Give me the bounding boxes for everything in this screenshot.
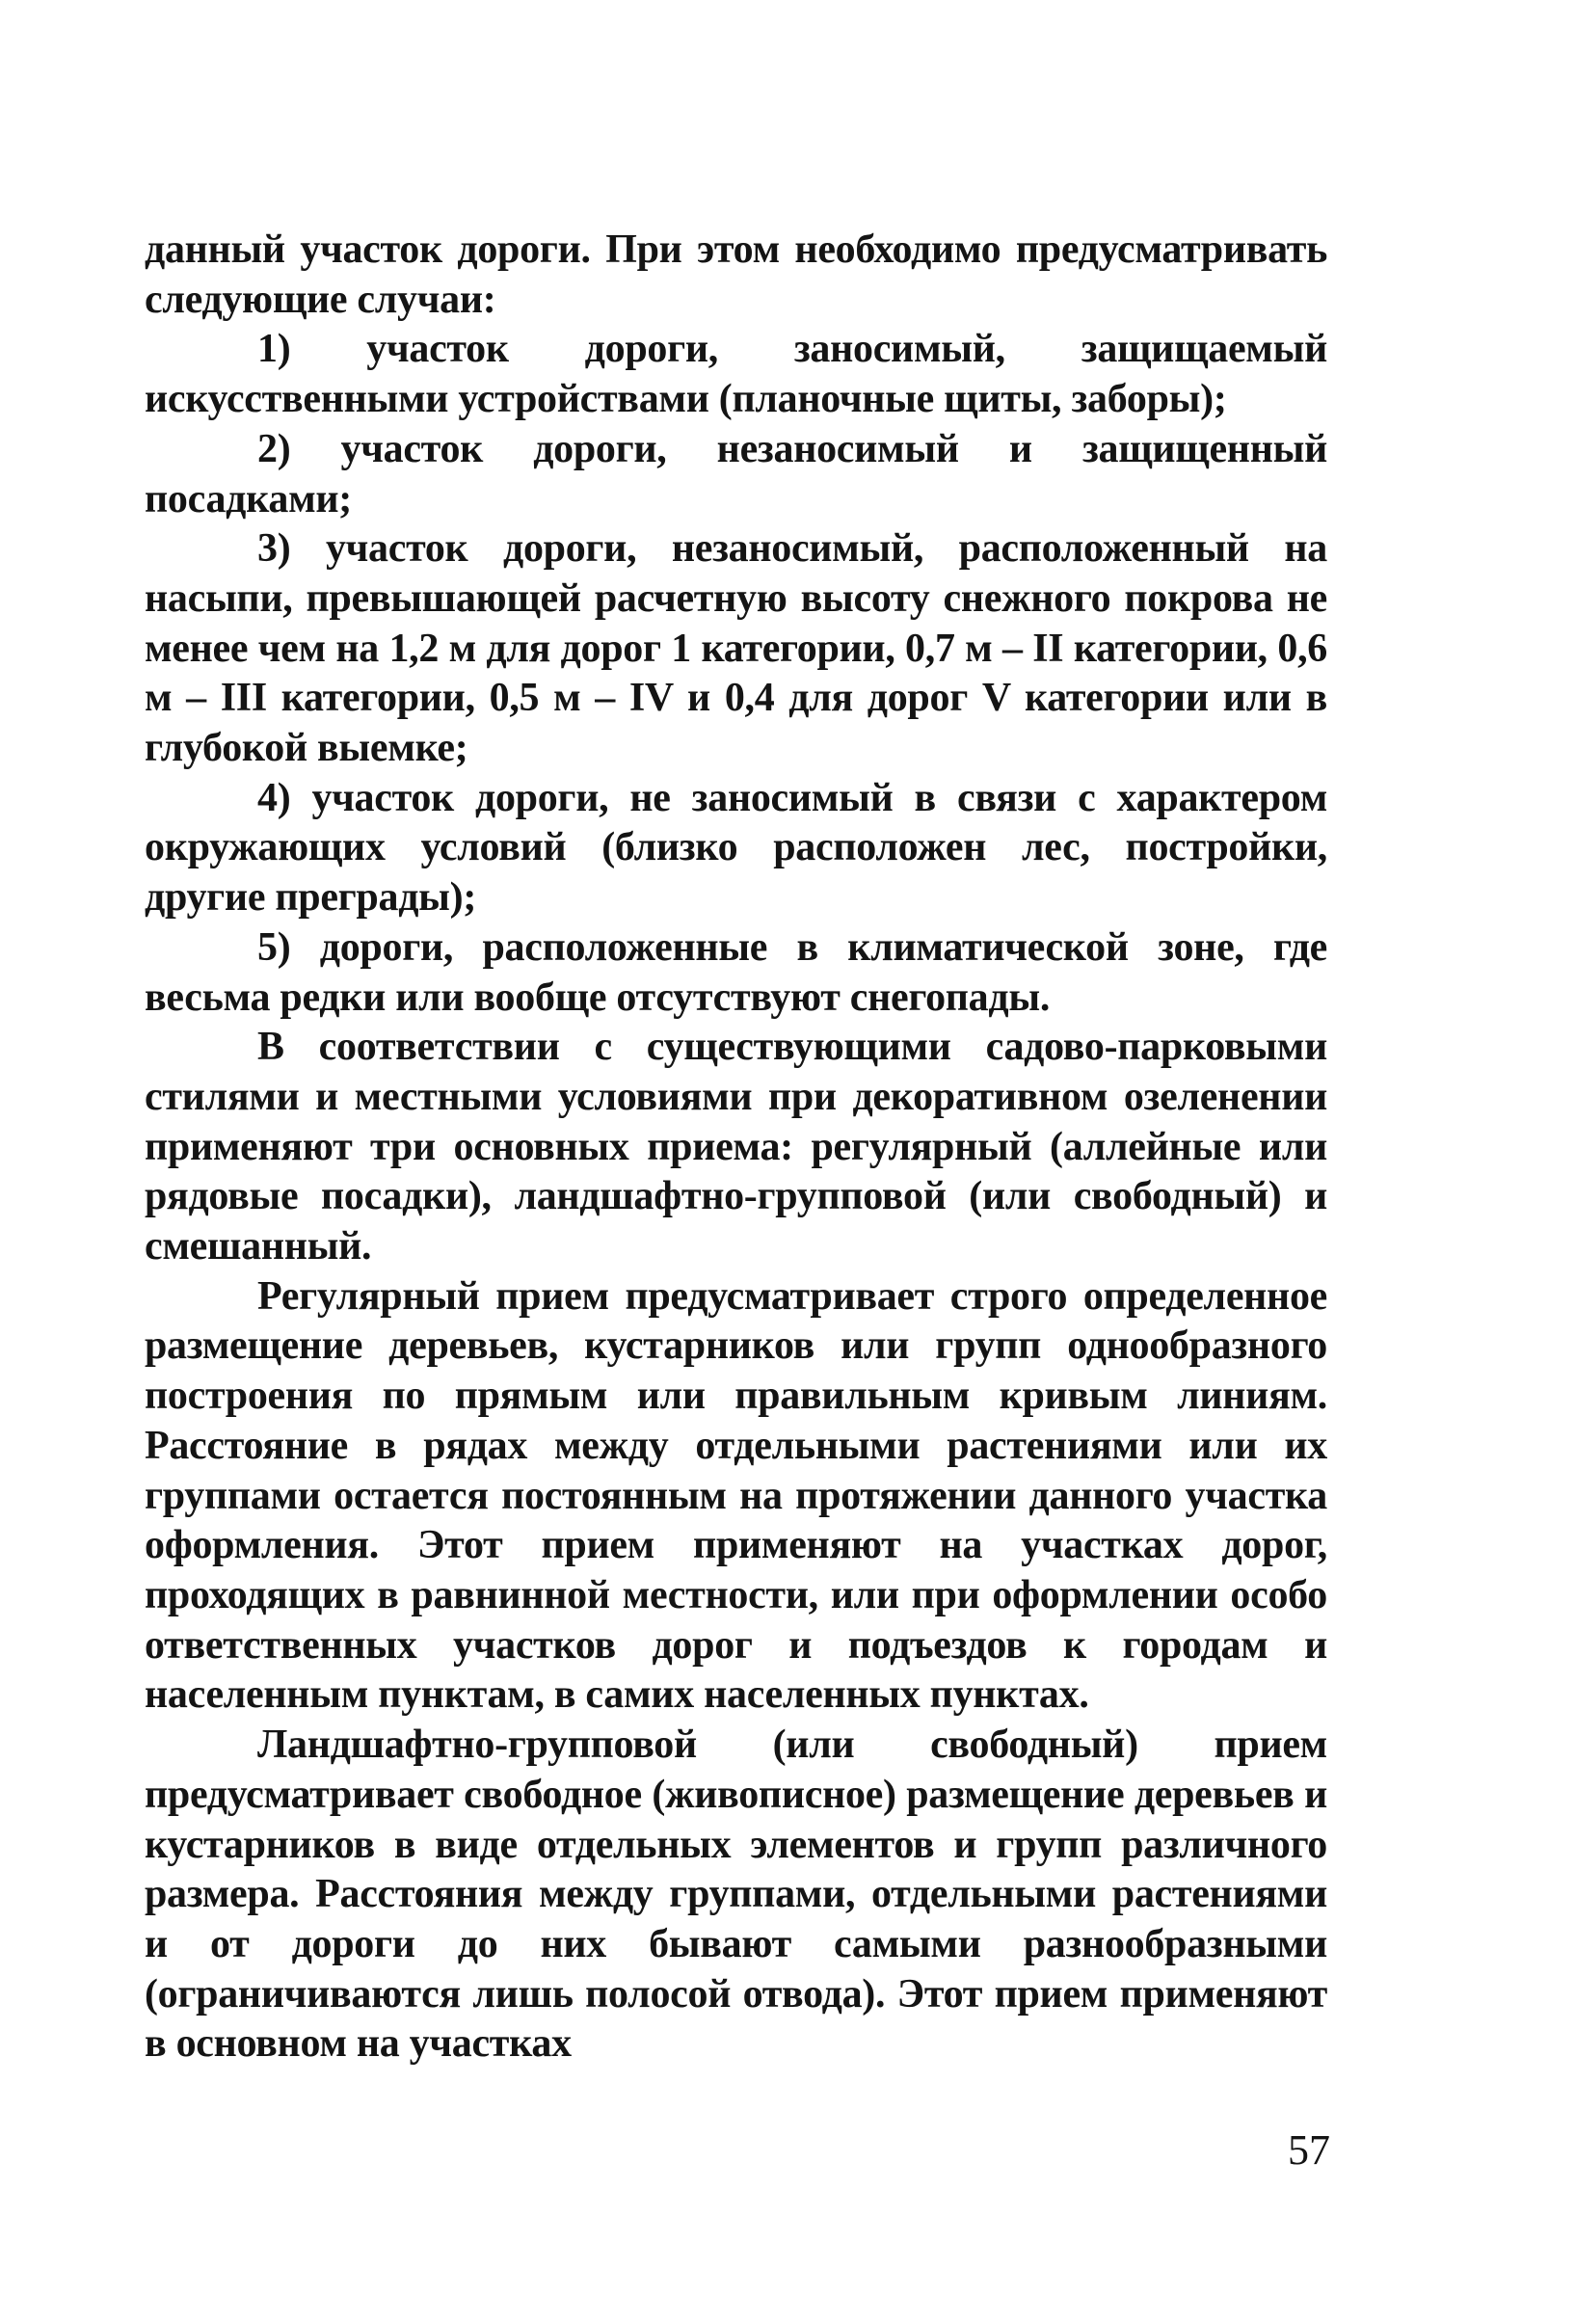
paragraph-case-5: 5) дороги, расположенные в климатической зоне, где весьма редки или вообще отсутствуют снегопады. (145, 924, 1327, 1020)
paragraph-landscape-method: Ландшафтно-групповой (или свободный) прием предусматривает свободное (живописное) размещение деревьев и кустарников в виде отдельных элементов и групп различного размера. Расстояния между группами, отдельными растениями и от дороги до них бывают самыми разнообразными (ограничиваются лишь полосой отвода). Этот прием применяют в основном на участках (145, 1723, 1327, 2067)
paragraph-regular-method: Регулярный прием предусматривает строго определенное размещение деревьев, кустарников или групп однообразного построения по прямым или правильным кривым линиям. Расстояние в рядах между отдельными растениями или их группами остается постоянным на протяжении данного участка оформления. Этот прием применяют на участках дорог, проходящих в равнинной местности, или при оформлении особо ответственных участков дорог и подъездов к городам и населенным пунктам, в самих населенных пунктах. (145, 1273, 1327, 1718)
paragraph-case-4: 4) участок дороги, не заносимый в связи с характером окружающих условий (близко расположен лес, постройки, другие преграды); (145, 775, 1327, 921)
body-text (145, 226, 1327, 2070)
paragraph-styles: В соответствии с существующими садово-парковыми стилями и местными условиями при декоративном озеленении применяют три основных приема: регулярный (аллейные или рядовые посадки), ландшафтно-групповой (или свободный) и смешанный. (145, 1025, 1327, 1269)
paragraph-case-2: 2) участок дороги, незаносимый и защищенный посадками; (145, 426, 1327, 521)
page-number: 57 (1288, 2126, 1330, 2174)
paragraph-case-3: 3) участок дороги, незаносимый, расположенный на насыпи, превышающей расчетную высоту снежного покрова не менее чем на 1,2 м для дорог 1 категории, 0,7 м – II категории, 0,6 м – III категории, 0,5 м – IV и 0,4 для дорог V категории или в глубокой выемке; (145, 526, 1327, 771)
paragraph-case-1: 1) участок дороги, заносимый, защищаемый искусственными устройствами (планочные щиты, заборы); (145, 327, 1327, 422)
paragraph-continuation: данный участок дороги. При этом необходимо предусматривать следующие случаи: (145, 227, 1327, 322)
